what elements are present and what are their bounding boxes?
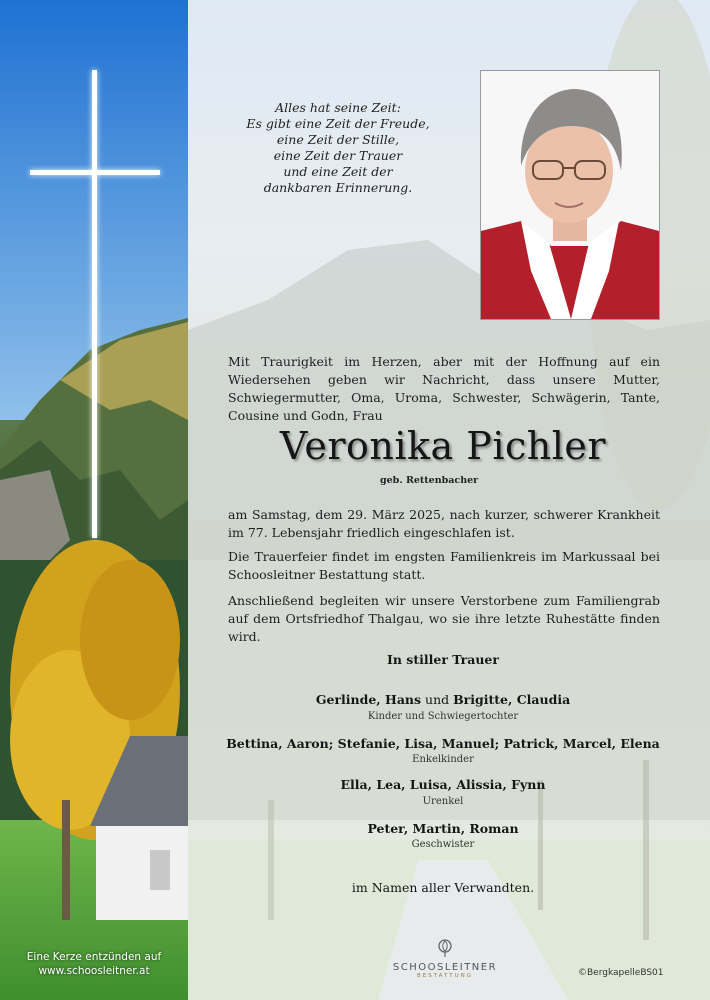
portrait-photo: [480, 70, 660, 320]
mourners-siblings-names: Peter, Martin, Roman: [367, 821, 519, 836]
memorial-poem: [220, 100, 456, 196]
mourners-siblings-role: Geschwister: [411, 839, 475, 850]
poem-line: Alles hat seine Zeit:: [275, 100, 401, 115]
candle-link-text[interactable]: [8, 950, 180, 978]
relatives-closing: im Namen aller Verwandten.: [351, 880, 535, 895]
poem-line: und eine Zeit der: [283, 164, 393, 179]
poem-line: Es gibt eine Zeit der Freude,: [246, 116, 430, 131]
deceased-name: Veronika Pichler: [279, 424, 607, 468]
poem-line: eine Zeit der Trauer: [273, 148, 403, 163]
logo-subtitle: BESTATTUNG: [416, 973, 474, 979]
cross-horizontal-beam: [30, 170, 160, 175]
cross-vertical-beam: [92, 70, 97, 538]
mourners-children-role: Kinder und Schwiegertochter: [367, 711, 519, 722]
mourners-grandchildren-role: Enkelkinder: [412, 754, 474, 765]
mourners-grandchildren-names: Bettina, Aaron; Stefanie, Lisa, Manuel; Patrick, Marcel, Elena: [226, 736, 660, 751]
funeral-home-logo: [380, 938, 510, 979]
poem-line: dankbaren Erinnerung.: [263, 180, 413, 195]
poem-line: eine Zeit der Stille,: [276, 132, 400, 147]
mourner-names-part: Gerlinde, Hans: [315, 692, 422, 707]
mourning-heading: In stiller Trauer: [387, 652, 499, 667]
burial-info-text: Anschließend begleiten wir unsere Verstorbene zum Familiengrab auf dem Ortsfriedhof Thalgau, wo sie ihre letzte Ruhestätte finden wird.: [228, 593, 660, 644]
death-notice-text: am Samstag, dem 29. März 2025, nach kurzer, schwerer Krankheit im 77. Lebensjahr friedlich eingeschlafen ist.: [228, 507, 660, 540]
mourners-children-names: [200, 692, 686, 707]
candle-line-2[interactable]: www.schoosleitner.at: [38, 965, 150, 977]
flower-icon: [434, 938, 456, 958]
mourners-great-grandchildren-role: Urenkel: [422, 796, 464, 807]
portrait-illustration: [481, 71, 659, 319]
intro-text: Mit Traurigkeit im Herzen, aber mit der Hoffnung auf ein Wiedersehen geben wir Nachricht, dass unsere Mutter, Schwiegermutter, Oma, Uroma, Schwester, Schwägerin, Tante, Cousine und Godn, Frau: [228, 354, 660, 423]
landscape-photo-strip: [0, 0, 188, 1000]
logo-name: SCHOOSLEITNER: [392, 962, 498, 973]
mourners-great-grandchildren-names: Ella, Lea, Luisa, Alissia, Fynn: [340, 777, 546, 792]
candle-line-1: Eine Kerze entzünden auf: [26, 951, 162, 963]
service-info-text: Die Trauerfeier findet im engsten Familienkreis im Markussaal bei Schoosleitner Bestattung statt.: [228, 549, 660, 582]
photo-credit: ©BergkapelleBS01: [578, 968, 664, 978]
mourner-names-conjunction: und: [421, 692, 454, 707]
mourner-names-part: Brigitte, Claudia: [453, 692, 571, 707]
birth-name: geb. Rettenbacher: [380, 475, 479, 486]
